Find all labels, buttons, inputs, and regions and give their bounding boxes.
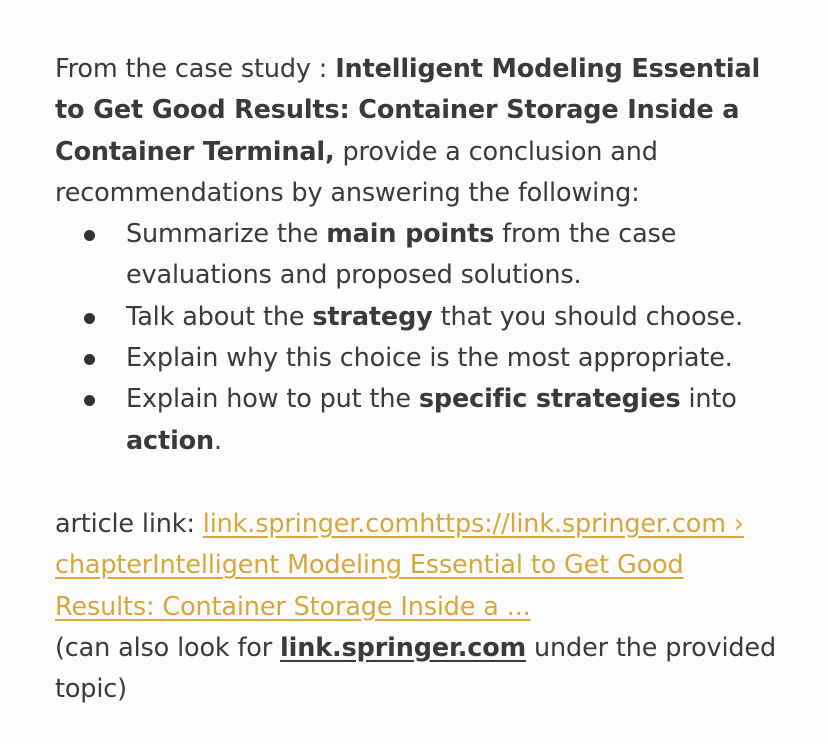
article-link[interactable]: link.springer.comhttps://link.springer.com › chapterIntelligent Modeling Essential to Get Good Results: Container Storage Inside a ... bbox=[55, 508, 744, 622]
task-emphasis: action bbox=[126, 425, 215, 456]
task-text: Talk about the bbox=[126, 301, 313, 332]
task-text: Summarize the bbox=[126, 219, 327, 250]
springer-link[interactable]: link.springer.com bbox=[280, 632, 527, 663]
bullet-icon bbox=[84, 354, 95, 365]
bullet-icon bbox=[84, 395, 95, 406]
task-text: . bbox=[214, 425, 222, 456]
case-study-title: Intelligent Modeling Essential to Get Good Results: Container Storage Inside a Container Terminal, bbox=[55, 54, 761, 167]
task-text: Explain why this choice is the most appropriate. bbox=[126, 343, 733, 374]
task-text: into bbox=[680, 384, 737, 415]
task-emphasis: strategy bbox=[312, 301, 433, 332]
article-paragraph bbox=[55, 504, 788, 710]
task-item bbox=[126, 338, 788, 379]
task-text: that you should choose. bbox=[432, 301, 744, 332]
task-text: from the case evaluations and proposed solutions. bbox=[126, 219, 677, 291]
task-emphasis: main points bbox=[326, 219, 495, 250]
article-label: article link: bbox=[55, 508, 203, 539]
task-emphasis: specific strategies bbox=[418, 384, 681, 415]
task-item bbox=[126, 379, 788, 462]
task-list bbox=[55, 214, 788, 462]
note-prefix: (can also look for bbox=[55, 632, 281, 663]
intro-paragraph bbox=[55, 49, 788, 214]
spacer bbox=[55, 462, 788, 504]
note-suffix: under the provided topic) bbox=[55, 632, 777, 705]
task-item bbox=[126, 214, 788, 297]
bullet-icon bbox=[84, 313, 95, 324]
bullet-icon bbox=[84, 230, 95, 241]
task-text: Explain how to put the bbox=[126, 384, 419, 415]
intro-prefix: From the case study : bbox=[55, 54, 336, 84]
task-item bbox=[126, 297, 788, 338]
intro-suffix: provide a conclusion and recommendations by answering the following: bbox=[55, 136, 658, 208]
